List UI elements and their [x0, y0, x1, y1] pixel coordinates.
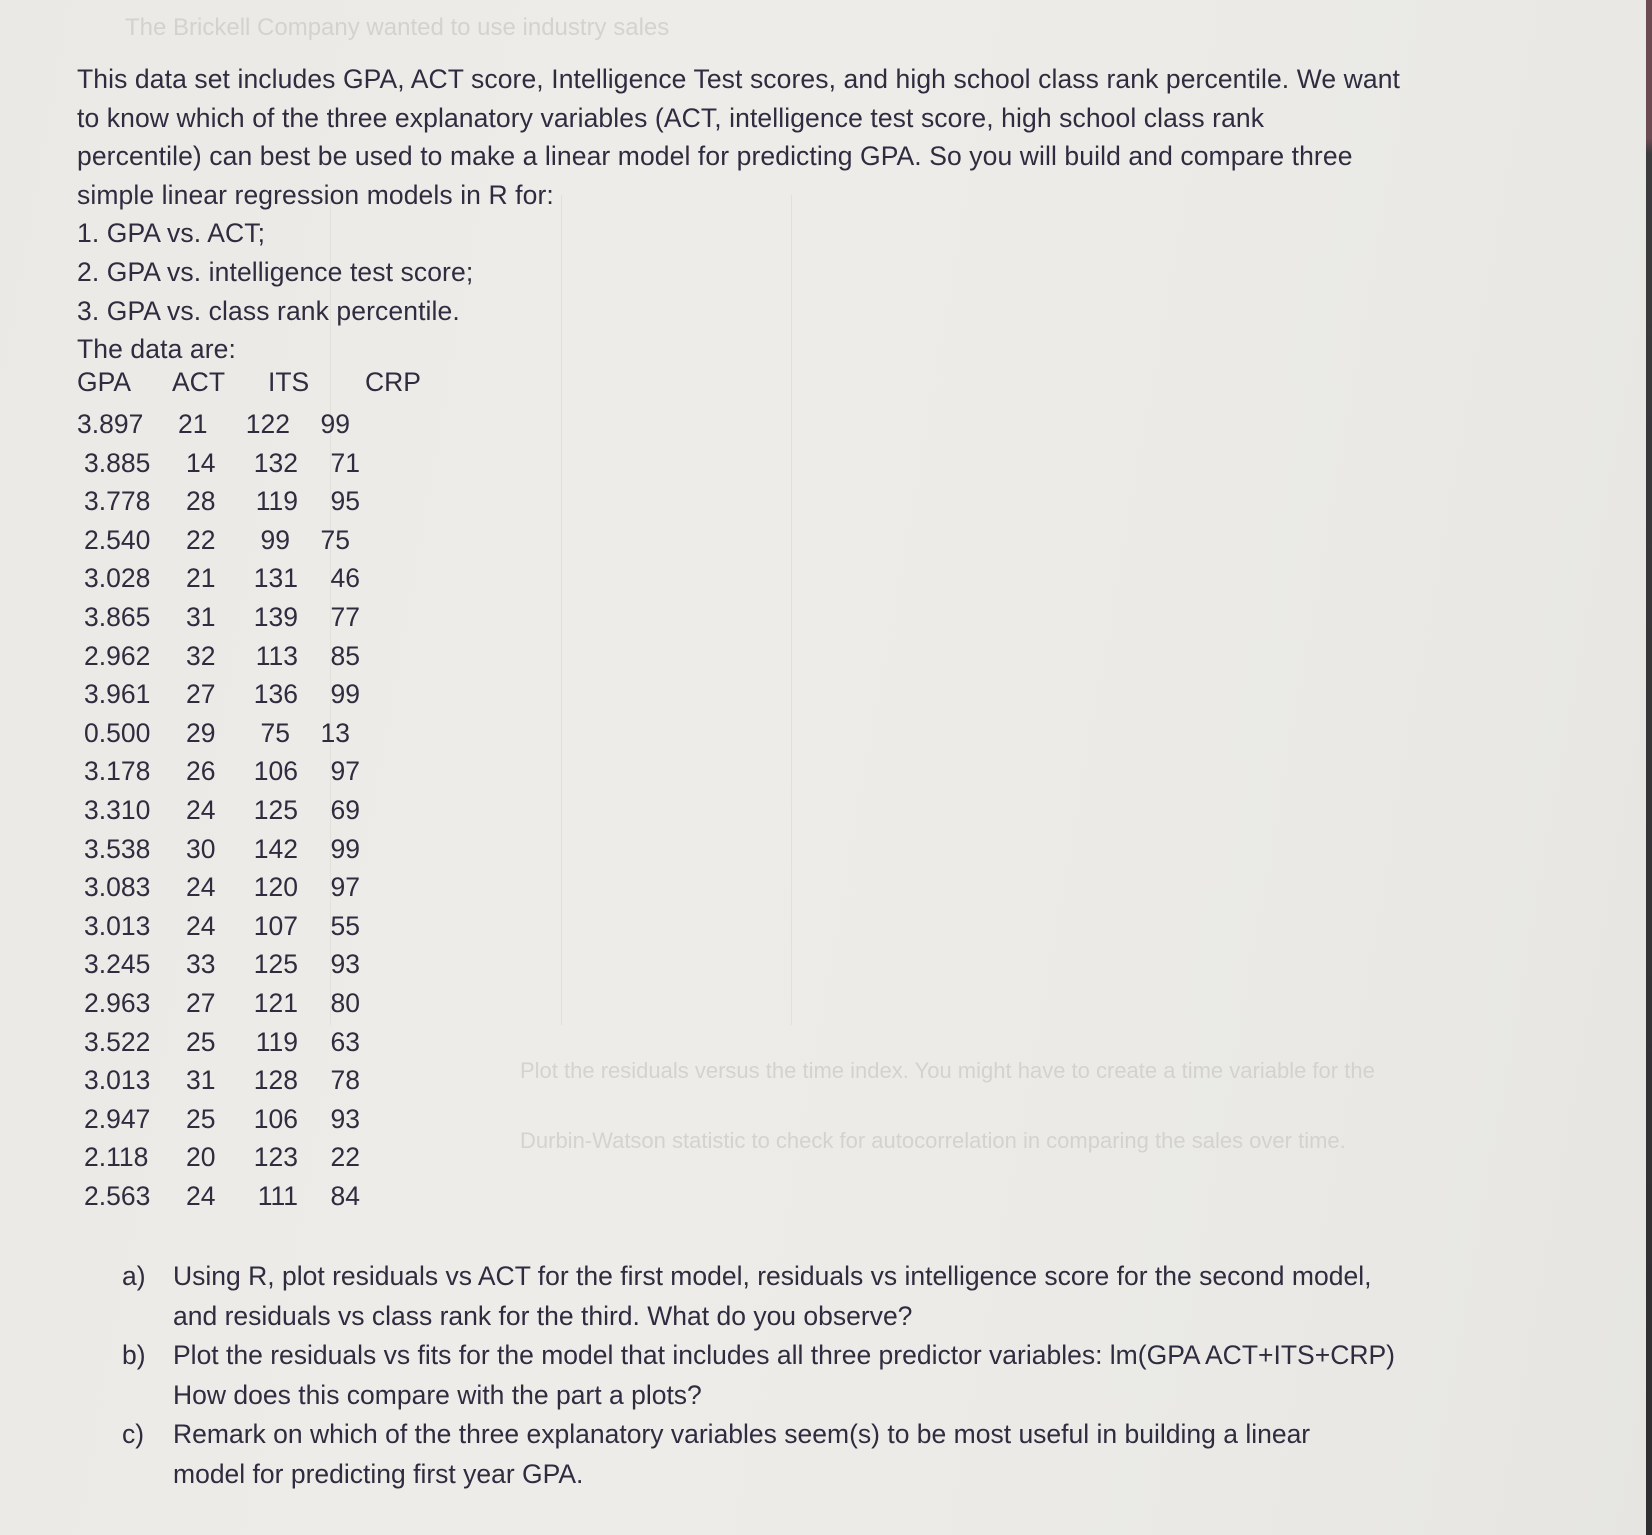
- cell-act: 22: [186, 524, 216, 555]
- cell-act: 27: [186, 987, 216, 1018]
- cell-gpa: 3.961: [84, 679, 151, 710]
- cell-gpa: 3.865: [84, 601, 151, 632]
- cell-its: 128: [253, 1065, 298, 1096]
- model-list-item-2: 2. GPA vs. intelligence test score;: [77, 256, 474, 287]
- cell-gpa: 3.778: [84, 486, 151, 517]
- cell-its: 111: [257, 1180, 298, 1211]
- cell-its: 139: [253, 601, 298, 632]
- cell-gpa: 0.500: [84, 717, 151, 748]
- cell-its: 122: [245, 409, 290, 439]
- cell-act: 20: [186, 1142, 216, 1173]
- cell-its: 119: [255, 1026, 298, 1057]
- intro-text: [77, 60, 1400, 369]
- cell-gpa: 2.118: [84, 1142, 149, 1173]
- cell-gpa: 2.962: [84, 640, 151, 671]
- cell-crp: 75: [320, 524, 350, 555]
- cell-its: 132: [253, 447, 298, 478]
- cell-gpa: 3.310: [84, 794, 151, 825]
- table-row: [0, 945, 420, 984]
- cell-act: 31: [186, 1065, 216, 1096]
- question-b: [122, 1336, 1395, 1415]
- table-row: [0, 752, 420, 791]
- cell-crp: 69: [330, 794, 360, 825]
- data-intro-label: The data are:: [77, 334, 236, 365]
- cell-act: 30: [186, 833, 216, 864]
- cell-gpa: 3.885: [84, 447, 151, 478]
- table-row: [0, 984, 420, 1023]
- cell-act: 33: [186, 949, 216, 980]
- desk-background-edge: [1646, 0, 1652, 1535]
- table-row: [0, 907, 420, 946]
- cell-crp: 99: [320, 409, 350, 439]
- column-header-gpa: GPA: [77, 367, 131, 397]
- table-row: [0, 1138, 420, 1177]
- cell-gpa: 2.947: [84, 1103, 151, 1134]
- cell-gpa: 3.013: [84, 1065, 151, 1096]
- cell-crp: 71: [330, 447, 360, 478]
- cell-its: 136: [253, 679, 298, 710]
- table-row: [0, 482, 420, 521]
- cell-its: 123: [253, 1142, 298, 1173]
- cell-crp: 99: [330, 833, 360, 864]
- model-list-item-3: 3. GPA vs. class rank percentile.: [77, 295, 460, 326]
- cell-act: 31: [186, 601, 216, 632]
- cell-act: 21: [178, 409, 208, 439]
- question-list: [122, 1257, 1395, 1494]
- cell-gpa: 3.522: [84, 1026, 151, 1057]
- cell-act: 24: [186, 1180, 216, 1211]
- cell-its: 120: [253, 872, 298, 903]
- table-row: [0, 405, 420, 444]
- question-text-line: Plot the residuals vs fits for the model that includes all three predictor variables: lm(GPA ACT+ITS+CRP): [173, 1340, 1395, 1370]
- cell-its: 119: [255, 486, 298, 517]
- cell-its: 106: [253, 756, 298, 787]
- cell-crp: 95: [330, 486, 360, 517]
- cell-gpa: 2.963: [84, 987, 151, 1018]
- cell-crp: 99: [330, 679, 360, 710]
- intro-line: percentile) can best be used to make a linear model for predicting GPA. So you will build and compare three: [77, 141, 1353, 172]
- cell-crp: 84: [330, 1180, 360, 1211]
- cell-act: 24: [186, 794, 216, 825]
- cell-its: 107: [253, 910, 298, 941]
- question-label: a): [122, 1261, 146, 1291]
- cell-act: 14: [186, 447, 216, 478]
- model-list-item-1: 1. GPA vs. ACT;: [77, 218, 266, 249]
- cell-act: 28: [186, 486, 216, 517]
- cell-act: 24: [186, 910, 216, 941]
- bleed-through-top: The Brickell Company wanted to use industry sales: [125, 14, 670, 41]
- column-header-its: ITS: [268, 367, 310, 397]
- cell-its: 99: [260, 524, 290, 555]
- cell-gpa: 3.013: [84, 910, 151, 941]
- cell-its: 125: [253, 949, 298, 980]
- cell-crp: 22: [330, 1142, 360, 1173]
- cell-gpa: 3.178: [84, 756, 151, 787]
- cell-crp: 80: [330, 987, 360, 1018]
- cell-crp: 78: [330, 1065, 360, 1096]
- cell-gpa: 3.538: [84, 833, 151, 864]
- cell-its: 131: [253, 563, 298, 594]
- table-row: [0, 444, 420, 483]
- bleed-through-mid-1: Plot the residuals versus the time index. You might have to create a time variable for the: [520, 1058, 1375, 1083]
- cell-gpa: 3.897: [77, 409, 144, 439]
- cell-gpa: 3.245: [84, 949, 151, 980]
- cell-act: 32: [186, 640, 216, 671]
- cell-gpa: 2.540: [84, 524, 151, 555]
- cell-crp: 46: [330, 563, 360, 594]
- table-row: [0, 559, 420, 598]
- column-header-act: ACT: [172, 367, 225, 397]
- table-row: [0, 1177, 420, 1216]
- table-row: [0, 675, 420, 714]
- cell-its: 106: [253, 1103, 298, 1134]
- table-row: [0, 1100, 420, 1139]
- data-table-body: [0, 405, 420, 1215]
- cell-act: 26: [186, 756, 216, 787]
- cell-act: 25: [186, 1103, 216, 1134]
- table-row: [0, 598, 420, 637]
- question-label: b): [122, 1340, 146, 1370]
- column-header-crp: CRP: [365, 367, 421, 397]
- cell-its: 113: [255, 640, 298, 671]
- question-label: c): [122, 1419, 145, 1449]
- question-text-line: How does this compare with the part a plots?: [173, 1379, 702, 1410]
- table-row: [0, 868, 420, 907]
- intro-line: This data set includes GPA, ACT score, Intelligence Test scores, and high school class rank percentile. We want: [77, 64, 1401, 94]
- question-text-line: and residuals vs class rank for the third. What do you observe?: [173, 1300, 913, 1331]
- table-row: [0, 637, 420, 676]
- table-row: [0, 791, 420, 830]
- cell-crp: 77: [330, 601, 360, 632]
- cell-act: 29: [186, 717, 216, 748]
- cell-crp: 55: [330, 910, 360, 941]
- question-c: [122, 1415, 1395, 1494]
- cell-crp: 93: [330, 1103, 360, 1134]
- cell-its: 142: [253, 833, 298, 864]
- cell-gpa: 3.028: [84, 563, 151, 594]
- table-row: [0, 521, 420, 560]
- question-text-line: model for predicting first year GPA.: [173, 1458, 584, 1489]
- table-row: [0, 1023, 420, 1062]
- question-text-line: Using R, plot residuals vs ACT for the first model, residuals vs intelligence score for the second model,: [173, 1261, 1372, 1291]
- cell-crp: 97: [330, 872, 360, 903]
- cell-act: 21: [186, 563, 216, 594]
- cell-its: 121: [253, 987, 298, 1018]
- cell-crp: 13: [320, 717, 350, 748]
- bleed-through-mid-2: Durbin-Watson statistic to check for autocorrelation in comparing the sales over time.: [520, 1128, 1346, 1153]
- cell-gpa: 2.563: [84, 1180, 151, 1211]
- cell-crp: 97: [330, 756, 360, 787]
- intro-line: to know which of the three explanatory variables (ACT, intelligence test score, high school class rank: [77, 102, 1265, 133]
- intro-line: simple linear regression models in R for:: [77, 179, 554, 210]
- cell-gpa: 3.083: [84, 872, 151, 903]
- table-row: [0, 830, 420, 869]
- cell-act: 25: [186, 1026, 216, 1057]
- cell-its: 125: [253, 794, 298, 825]
- cell-crp: 93: [330, 949, 360, 980]
- cell-crp: 85: [330, 640, 360, 671]
- question-text-line: Remark on which of the three explanatory variables seem(s) to be most useful in building a linear: [173, 1419, 1311, 1449]
- table-row: [0, 714, 420, 753]
- cell-crp: 63: [330, 1026, 360, 1057]
- cell-act: 24: [186, 872, 216, 903]
- question-a: [122, 1257, 1395, 1336]
- table-row: [0, 1061, 420, 1100]
- cell-its: 75: [260, 717, 290, 748]
- cell-act: 27: [186, 679, 216, 710]
